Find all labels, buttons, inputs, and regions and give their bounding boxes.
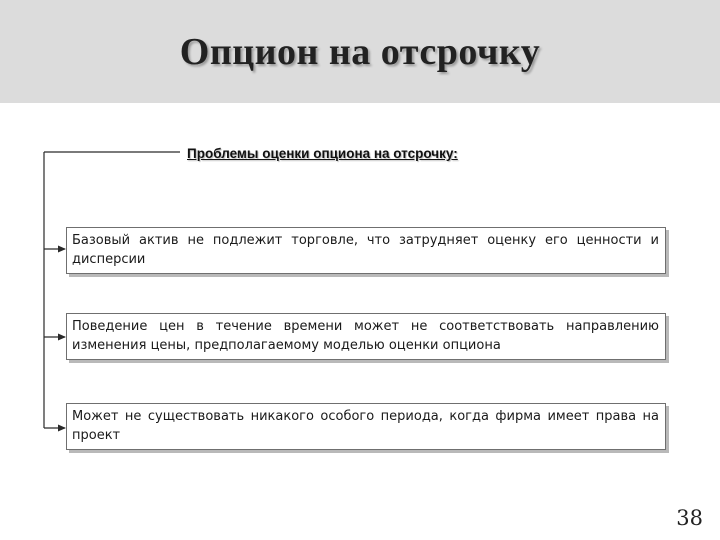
problem-text-3: Может не существовать никакого особого периода, когда фирма имеет права на проект: [72, 409, 659, 443]
slide-title: Опцион на отсрочку: [179, 31, 541, 73]
problem-box-3: [66, 403, 666, 450]
problem-box-1: [66, 227, 666, 274]
problem-box-2: [66, 313, 666, 360]
problem-text-1: Базовый актив не подлежит торговле, что затрудняет оценку его ценности и дисперсии: [72, 233, 659, 267]
problems-heading: Проблемы оценки опциона на отсрочку:: [187, 146, 458, 161]
problem-text-2: Поведение цен в течение времени может не соответствовать направлению изменения цены, предполагаемому моделью оценки опциона: [72, 319, 659, 353]
page-number: 38: [676, 506, 703, 530]
